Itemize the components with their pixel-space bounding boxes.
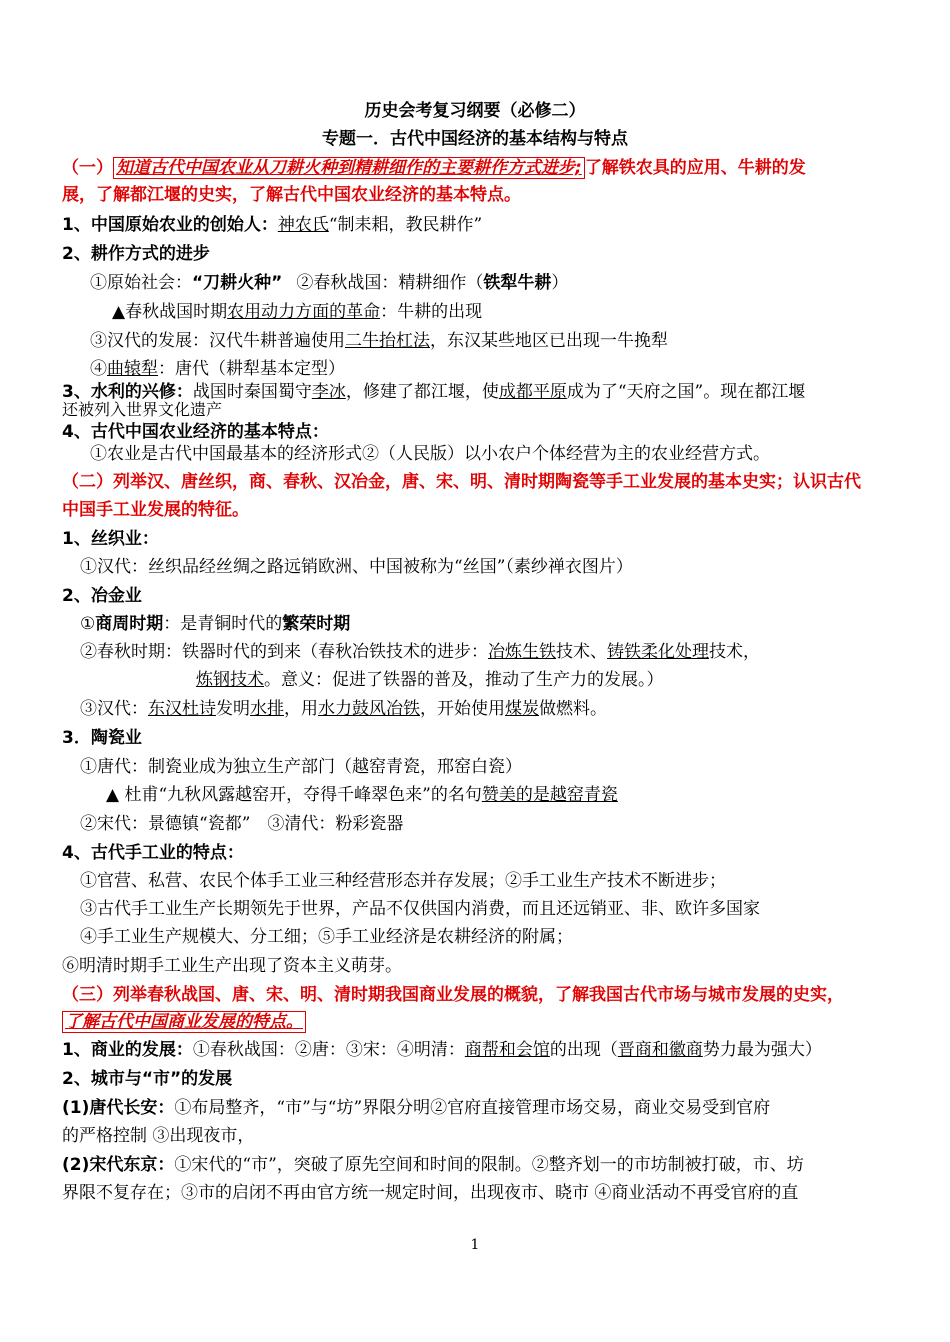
item-4-content: ①农业是古代中国最基本的经济形式②（人民版）以小农户个体经营为主的农业经营方式。 [90, 444, 770, 464]
commerce-development: 1、商业的发展：①春秋战国：②唐：③宋：④明清：商帮和会馆的出现（晋商和徽商势力最为强大） [62, 1040, 822, 1060]
section-3-boxed-text: 了解古代中国商业发展的特点。 [62, 1011, 306, 1033]
handicraft-feature-2: ③古代手工业生产长期领先于世界，产品不仅供国内消费，而且还远销亚、非、欧许多国家 [80, 899, 760, 919]
handicraft-feature-3: ④手工业生产规模大、分工细；⑤手工业经济是农耕经济的附属； [80, 927, 573, 947]
section-1-boxed-text: 知道古代中国农业从刀耕火种到精耕细作的主要耕作方式进步; [113, 157, 585, 179]
item-1-founder: 1、中国原始农业的创始人：神农氏“制耒耜，教民耕作” [62, 215, 483, 235]
silk-heading: 1、丝织业： [62, 529, 159, 549]
tang-changan-line-1: (1)唐代长安：①布局整齐，“市”与“坊”界限分明②官府直接管理市场交易，商业交易受到官府 [62, 1098, 771, 1118]
item-2-point-4: ④曲辕犁：唐代（耕犁基本定型） [90, 359, 345, 379]
handicraft-feature-1: ①官营、私营、农民个体手工业三种经营形态并存发展；②手工业生产技术不断进步； [80, 871, 726, 891]
silk-content: ①汉代：丝织品经丝绸之路远销欧洲、中国被称为“丝国”（素纱禅衣图片） [80, 557, 633, 577]
section-3-line-2 [62, 1011, 306, 1033]
ceramics-note: ▲ 杜甫“九秋风露越窑开，夺得千峰翠色来”的名句赞美的是越窑青瓷 [106, 785, 618, 805]
page-number: 1 [470, 1237, 480, 1253]
metallurgy-heading: 2、冶金业 [62, 586, 142, 606]
city-market-heading: 2、城市与“市”的发展 [62, 1069, 233, 1089]
metallurgy-point-1: ①商周时期：是青铜时代的繁荣时期 [80, 614, 351, 634]
metallurgy-point-2: ②春秋时期：铁器时代的到来（春秋冶铁技术的进步：冶炼生铁技术、铸铁柔化处理技术， [80, 642, 760, 662]
ceramics-point-1: ①唐代：制瓷业成为独立生产部门（越窑青瓷，邢窑白瓷） [80, 757, 522, 777]
section-3-line-1: （三）列举春秋战国、唐、宋、明、清时期我国商业发展的概貌，了解我国古代市场与城市发展的史实， [62, 985, 844, 1005]
song-dongjing-line-1: (2)宋代东京：①宋代的“市”，突破了原先空间和时间的限制。②整齐划一的市坊制被打破，市、坊 [62, 1155, 804, 1175]
ceramics-heading: 3．陶瓷业 [62, 728, 142, 748]
item-2-note: ▲春秋战国时期农用动力方面的革命：牛耕的出现 [112, 302, 483, 322]
section-1-prefix: （一） [62, 158, 113, 178]
section-1-line-2: 展，了解都江堰的史实，了解古代中国农业经济的基本特点。 [62, 185, 521, 205]
item-4-heading: 4、古代中国农业经济的基本特点： [62, 422, 329, 442]
song-dongjing-line-2: 界限不复存在；③市的启闭不再由官方统一规定时间，出现夜市、晓市 ④商业活动不再受官府的直 [62, 1183, 799, 1203]
metallurgy-point-3: ③汉代：东汉杜诗发明水排，用水力鼓风冶铁，开始使用煤炭做燃料。 [80, 699, 607, 719]
topic-title: 专题一．古代中国经济的基本结构与特点 [322, 129, 628, 149]
tang-changan-line-2: 的严格控制 ③出现夜市， [62, 1126, 255, 1146]
section-2-line-1: （二）列举汉、唐丝织，商、春秋、汉冶金，唐、宋、明、清时期陶瓷等手工业发展的基本史实；认识古代 [62, 472, 861, 492]
ceramics-point-2: ②宋代：景德镇“瓷都” ③清代：粉彩瓷器 [80, 814, 404, 834]
section-1-rest: 了解铁农具的应用、牛耕的发 [584, 158, 806, 178]
item-2-point-3: ③汉代的发展：汉代牛耕普遍使用二牛抬杠法，东汉某些地区已出现一牛挽犁 [90, 331, 668, 351]
item-2-point-1: ①原始社会：“刀耕火种” ②春秋战国：精耕细作（铁犁牛耕） [90, 273, 569, 293]
section-1-line-1 [62, 157, 806, 179]
item-2-heading: 2、耕作方式的进步 [62, 244, 210, 264]
section-2-line-2: 中国手工业发展的特征。 [62, 500, 249, 520]
doc-title: 历史会考复习纲要（必修二） [364, 101, 586, 121]
handicraft-feature-4: ⑥明清时期手工业生产出现了资本主义萌芽。 [62, 956, 402, 976]
metallurgy-point-2-cont: 炼钢技术。意义：促进了铁器的普及，推动了生产力的发展。） [196, 670, 664, 690]
item-3-irrigation: 3、水利的兴修：战国时秦国蜀守李冰，修建了都江堰，使成都平原成为了“天府之国”。现在都江堰 [62, 382, 806, 402]
handicraft-features-heading: 4、古代手工业的特点： [62, 843, 244, 863]
item-3-line-2: 还被列入世界文化遗产 [62, 400, 223, 419]
